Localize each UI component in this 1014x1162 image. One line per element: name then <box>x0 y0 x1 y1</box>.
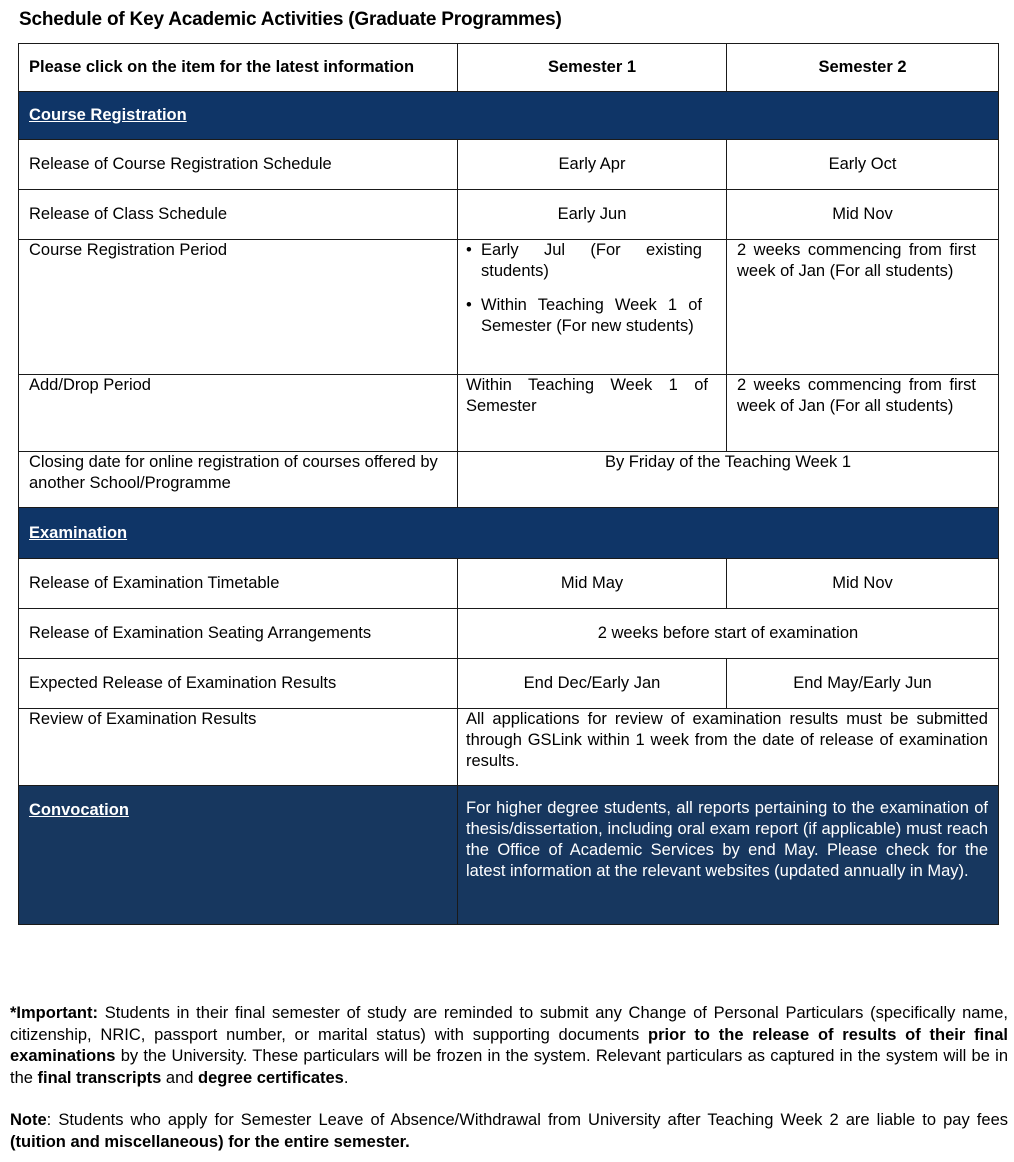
row-sem2: Mid Nov <box>727 190 999 240</box>
convocation-text: For higher degree students, all reports pertaining to the examination of thesis/dissertation, including oral exam report (if applicable) must reach the Office of Academic Services by end May. Please check for the latest information at the relevant websites (updated annually in May). <box>458 786 999 925</box>
row-sem1: Within Teaching Week 1 of Semester <box>458 375 727 452</box>
row-sem1: Early Apr <box>458 140 727 190</box>
section-course-registration <box>19 92 999 140</box>
row-sem2: Mid Nov <box>727 559 999 609</box>
row-item: Release of Examination Timetable <box>19 559 458 609</box>
important-text-2: by the University. These particulars will be frozen in the system. Relevant particulars as captured in the system will be in the <box>10 1047 1008 1087</box>
table-header-row <box>19 44 999 92</box>
header-semester-2: Semester 2 <box>727 44 999 92</box>
table-row <box>19 452 999 508</box>
header-semester-1: Semester 1 <box>458 44 727 92</box>
important-text-4: . <box>343 1068 349 1087</box>
table-row <box>19 659 999 709</box>
note-label: Note <box>10 1111 47 1129</box>
row-sem1: Mid May <box>458 559 727 609</box>
row-sem1: End Dec/Early Jan <box>458 659 727 709</box>
note-bold: (tuition and miscellaneous) for the entire semester. <box>10 1132 410 1151</box>
table-row <box>19 709 999 786</box>
row-item: Closing date for online registration of courses offered by another School/Programme <box>19 452 458 508</box>
table-row <box>19 240 999 375</box>
row-item: Review of Examination Results <box>19 709 458 786</box>
important-text-3: and <box>161 1068 199 1087</box>
important-text-1: Students in their final semester of study are reminded to submit any Change of Personal Particulars (specifically name, citizenship, NRIC, passport number, or marital status) with supporting documents <box>10 1004 1008 1044</box>
note-text: : Students who apply for Semester Leave of Absence/Withdrawal from University after Teaching Week 2 are liable to pay fees <box>46 1111 1008 1129</box>
fees-note <box>10 1110 1008 1153</box>
header-item: Please click on the item for the latest information <box>19 44 458 92</box>
important-bold-1: prior to the release of results of their final examinations <box>10 1025 1008 1065</box>
row-item: Release of Examination Seating Arrangements <box>19 609 458 659</box>
row-item: Release of Course Registration Schedule <box>19 140 458 190</box>
table-row <box>19 190 999 240</box>
row-sem1: Early Jun <box>458 190 727 240</box>
section-examination <box>19 508 999 559</box>
row-sem2: End May/Early Jun <box>727 659 999 709</box>
important-bold-3: degree certificates <box>198 1068 344 1087</box>
row-item: Add/Drop Period <box>19 375 458 452</box>
row-both-semesters: 2 weeks before start of examination <box>458 609 999 659</box>
important-label: *Important: <box>10 1004 98 1022</box>
schedule-table <box>18 43 999 925</box>
row-item: Release of Class Schedule <box>19 190 458 240</box>
row-sem2: Early Oct <box>727 140 999 190</box>
table-row <box>19 375 999 452</box>
page-title: Schedule of Key Academic Activities (Graduate Programmes) <box>19 9 562 30</box>
course-registration-link[interactable]: Course Registration <box>19 92 999 140</box>
row-both-semesters: By Friday of the Teaching Week 1 <box>458 452 999 508</box>
row-sem2: 2 weeks commencing from first week of Jan (For all students) <box>727 240 999 375</box>
examination-link[interactable]: Examination <box>19 508 999 559</box>
row-item: Expected Release of Examination Results <box>19 659 458 709</box>
row-sem2: 2 weeks commencing from first week of Jan (For all students) <box>727 375 999 452</box>
list-item: • Early Jul (For existing students) <box>466 240 702 282</box>
row-both-semesters: All applications for review of examination results must be submitted through GSLink within 1 week from the date of release of examination results. <box>458 709 999 786</box>
row-sem1 <box>458 240 727 375</box>
important-bold-2: final transcripts <box>37 1068 162 1087</box>
list-item: • Within Teaching Week 1 of Semester (For new students) <box>466 295 702 337</box>
bullet-list <box>466 240 702 337</box>
section-convocation <box>19 786 999 925</box>
table-row <box>19 140 999 190</box>
convocation-link[interactable]: Convocation <box>19 786 458 925</box>
table-row <box>19 559 999 609</box>
important-note <box>10 1003 1008 1089</box>
row-item: Course Registration Period <box>19 240 458 375</box>
table-row <box>19 609 999 659</box>
